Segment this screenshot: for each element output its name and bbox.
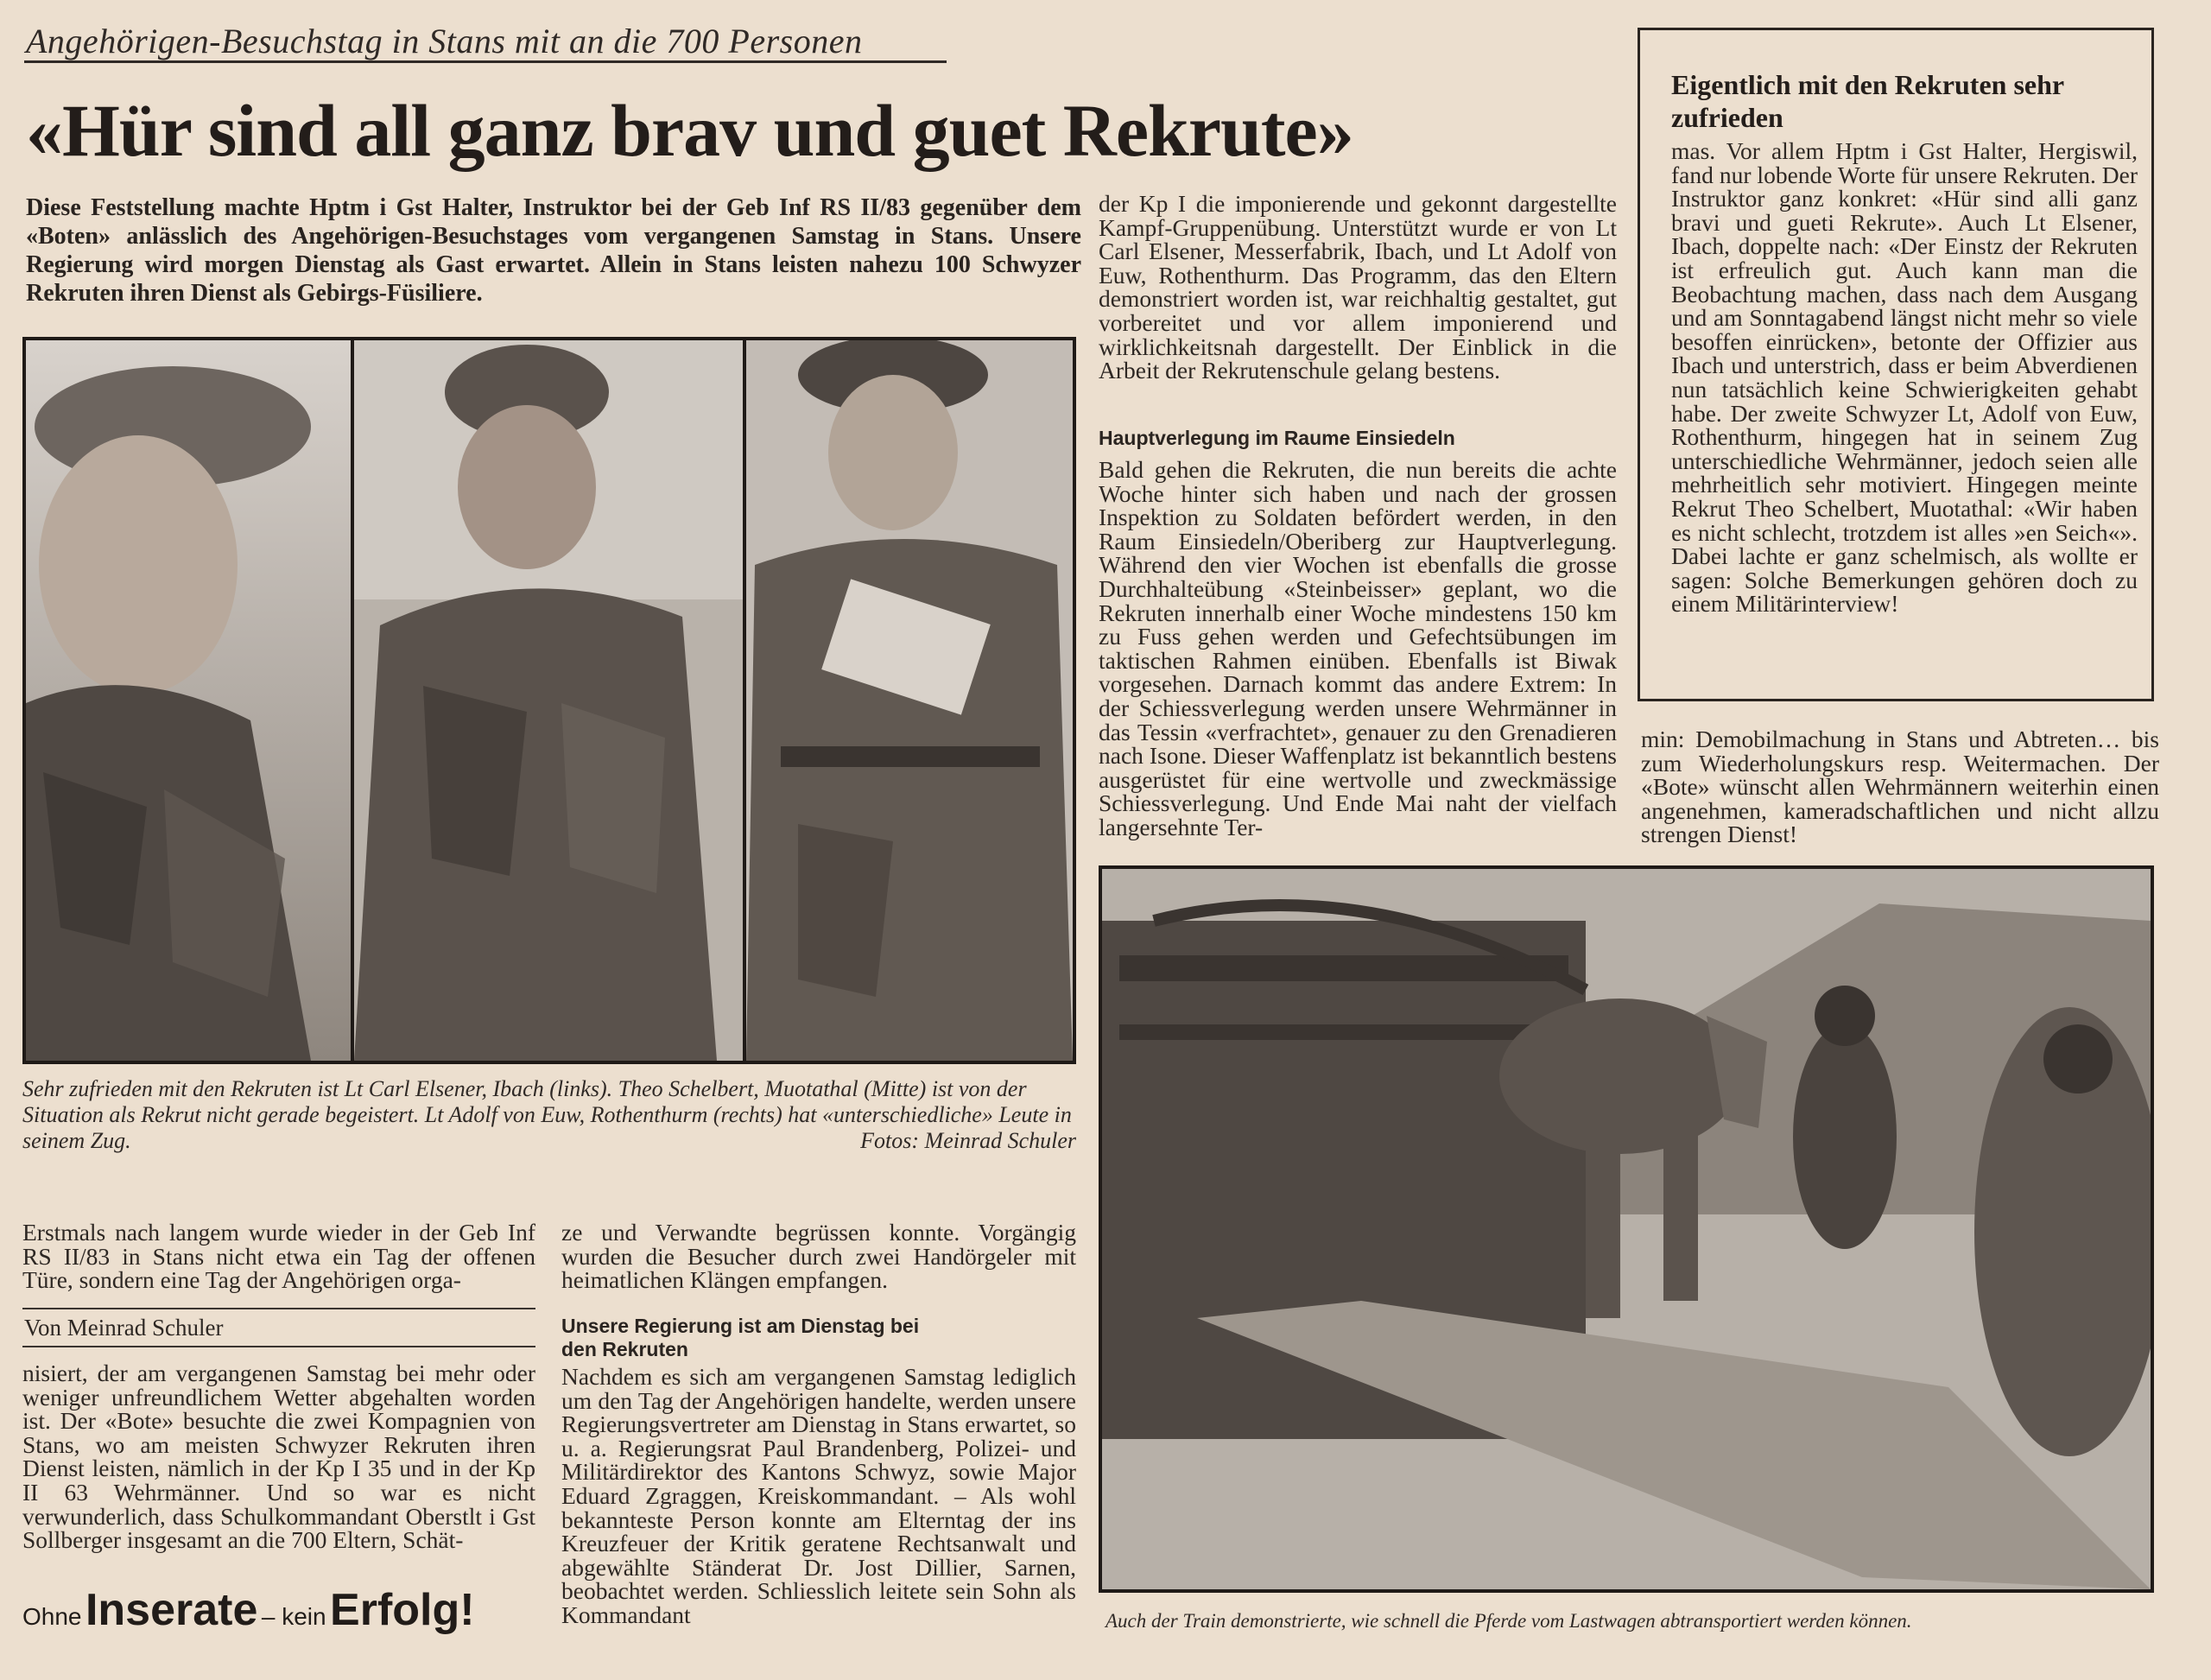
soldier-photos [22, 337, 1076, 1064]
soldier-photo-right [746, 340, 1073, 1061]
photo-caption [22, 1076, 1076, 1154]
horse-photo-caption: Auch der Train demonstrierte, wie schnell die Pferde vom Lastwagen abtransportiert werden können. [1106, 1610, 1912, 1632]
byline: Von Meinrad Schuler [24, 1315, 224, 1341]
sidebar-box [1638, 28, 2154, 701]
horse-photo [1099, 865, 2154, 1593]
ad-word-ohne: Ohne [22, 1603, 82, 1630]
photo-credit: Fotos: Meinrad Schuler [860, 1128, 1076, 1153]
column-3-top: der Kp I die imponierende und gekonnt dargestellte Kampf-Gruppenübung. Unterstützt wurde er von Lt Carl Elsener, Messerfabrik, Ibach, und Lt Adolf von Euw, Rothenthurm. Das Programm, das den Eltern demonstriert worden ist, war reichhaltig gestaltet, gut vorbereitet und vor allem imponierend und wirklichkeitsnah dargestellt. Der Einblick in die Arbeit der Rekrutenschule gelang bestens. [1099, 190, 1617, 384]
byline-rule-bottom [22, 1346, 535, 1347]
column-2-subhead: Unsere Regierung ist am Dienstag bei den Rekruten [561, 1315, 920, 1360]
column-4-continuation: min: Demobilmachung in Stans und Abtreten… bis zum Wiederholungskurs resp. Weitermachen. Der «Bote» wünscht allen Wehrmännern weiterhin einen angenehmen, kameradschaftlichen und nicht allzu strengen Dienst! [1641, 726, 2159, 848]
ad-word-erfolg: Erfolg! [330, 1585, 475, 1635]
kicker-underline [24, 60, 947, 63]
headline: «Hür sind all ganz brav und guet Rekrute» [26, 89, 1353, 172]
sidebar-title: Eigentlich mit den Rekruten sehr zufrieden [1671, 69, 2064, 133]
advertisement-slogan [22, 1584, 475, 1636]
column-3-body: Bald gehen die Rekruten, die nun bereits die achte Woche hinter sich haben und nach der grossen Inspektion zu Soldaten befördert werden, in den Raum Einsiedeln/Oberiberg zur Hauptverlegung. Während den vier Wochen ist ebenfalls die grosse Durchhalteübung «Steinbeisser» geplant, wo die Rekruten innerhalb einer Woche mindestens 150 km zu Fuss gehen werden und Gefechtsübungen im taktischen Rahmen einüben. Ebenfalls ist Biwak vorgesehen. Darnach kommt das andere Extrem: In der Schiessverlegung werden unsere Wehrmänner in das Tessin «verfrachtet», genauer zu den Grenadieren nach Isone. Dieser Waffenplatz ist bekanntlich bestens ausgerüstet für eine wertvolle und zweckmässige Schiessverlegung. Und Ende Mai naht der vielfach langersehnte Ter- [1099, 456, 1617, 840]
column-2-top: ze und Verwandte begrüssen konnte. Vorgängig wurden die Besucher durch zwei Handörgeler mit heimatlichen Klängen empfangen. [561, 1219, 1076, 1294]
ad-word-kein: – kein [261, 1603, 326, 1630]
column-2-body: Nachdem es sich am vergangenen Samstag lediglich um den Tag der Angehörigen handelte, werden unsere Regierungsvertreter am Dienstag in Stans erwartet, so u. a. Regierungsrat Paul Brandenberg, Polizei- und Militärdirektor des Kantons Schwyz, sowie Major Eduard Zgraggen, Kreiskommandant. – Als wohl bekannteste Person konnte am Elterntag der ins Kreuzfeuer der Kritik geratene Rechtsanwalt und abgewählte Ständerat Dr. Jost Dillier, Sarnen, beobachtet werden. Schliesslich leitete sein Sohn als Kommandant [561, 1363, 1076, 1628]
soldier-photo-middle [354, 340, 743, 1061]
kicker: Angehörigen-Besuchstag in Stans mit an die 700 Personen [26, 22, 863, 60]
soldier-photo-left [26, 340, 351, 1061]
horse-photo-image [1102, 869, 2151, 1589]
byline-rule-top [22, 1308, 535, 1309]
ad-word-inserate: Inserate [85, 1585, 258, 1635]
column-1-top: Erstmals nach langem wurde wieder in der Geb Inf RS II/83 in Stans nicht etwa ein Tag der offenen Türe, sondern eine Tag der Angehörigen orga- [22, 1219, 535, 1294]
photo-caption-text: Sehr zufrieden mit den Rekruten ist Lt Carl Elsener, Ibach (links). Theo Schelbert, Muotathal (Mitte) ist von der Situation als Rekrut nicht gerade begeistert. Lt Adolf von Euw, Rothenthurm (rechts) hat «unterschiedliche» Leute in seinem Zug. [22, 1076, 1072, 1153]
lead-paragraph: Diese Feststellung machte Hptm i Gst Halter, Instruktor bei der Geb Inf RS II/83 gegenüber dem «Boten» anlässlich des Angehörigen-Besuchstages vom vergangenen Samstag in Stans. Unsere Regierung wird morgen Dienstag als Gast erwartet. Allein in Stans leisten nahezu 100 Schwyzer Rekruten ihren Dienst als Gebirgs-Füsiliere. [26, 194, 1081, 307]
column-1-body: nisiert, der am vergangenen Samstag bei mehr oder weniger unfreundlichem Wetter abgehalten worden ist. Der «Bote» besuchte die zwei Kompagnien von Stans, wo am meisten Schwyzer Rekruten ihren Dienst leisten, nämlich in der Kp I 35 und in der Kp II 63 Wehrmänner. Und so war es nicht verwunderlich, dass Schulkommandant Oberstlt i Gst Sollberger insgesamt an die 700 Eltern, Schät- [22, 1360, 535, 1554]
sidebar-body: mas. Vor allem Hptm i Gst Halter, Hergiswil, fand nur lobende Worte für unsere Rekruten. Der Instruktor ganz konkret: «Hür sind alli ganz bravi und gueti Rekrute». Auch Lt Elsener, Ibach, doppelte nach: «Der Einstz der Rekruten ist erfreulich gut. Auch kann man die Beobachtung machen, dass nach dem Ausgang und am Sonntagabend längst nicht mehr so viele besoffen einrücken», betonte der Offizier aus Ibach und unterstrich, dass er beim Abverdienen nun tatsächlich keine Schwierigkeiten gehabt habe. Der zweite Schwyzer Lt, Adolf von Euw, Rothenthurm, hingegen hat in seinem Zug unterschiedliche Wehrmänner, jedoch seien alle mehrheitlich sehr motiviert. Hingegen meinte Rekrut Theo Schelbert, Muotathal: «Wir haben es nicht schlecht, trotzdem ist alles »en Seich«». Dabei lachte er ganz schelmisch, als wollte er sagen: Solche Bemerkungen gehören doch zu einem Militärinterview! [1671, 137, 2138, 618]
column-3-subhead: Hauptverlegung im Raume Einsiedeln [1099, 427, 1455, 449]
